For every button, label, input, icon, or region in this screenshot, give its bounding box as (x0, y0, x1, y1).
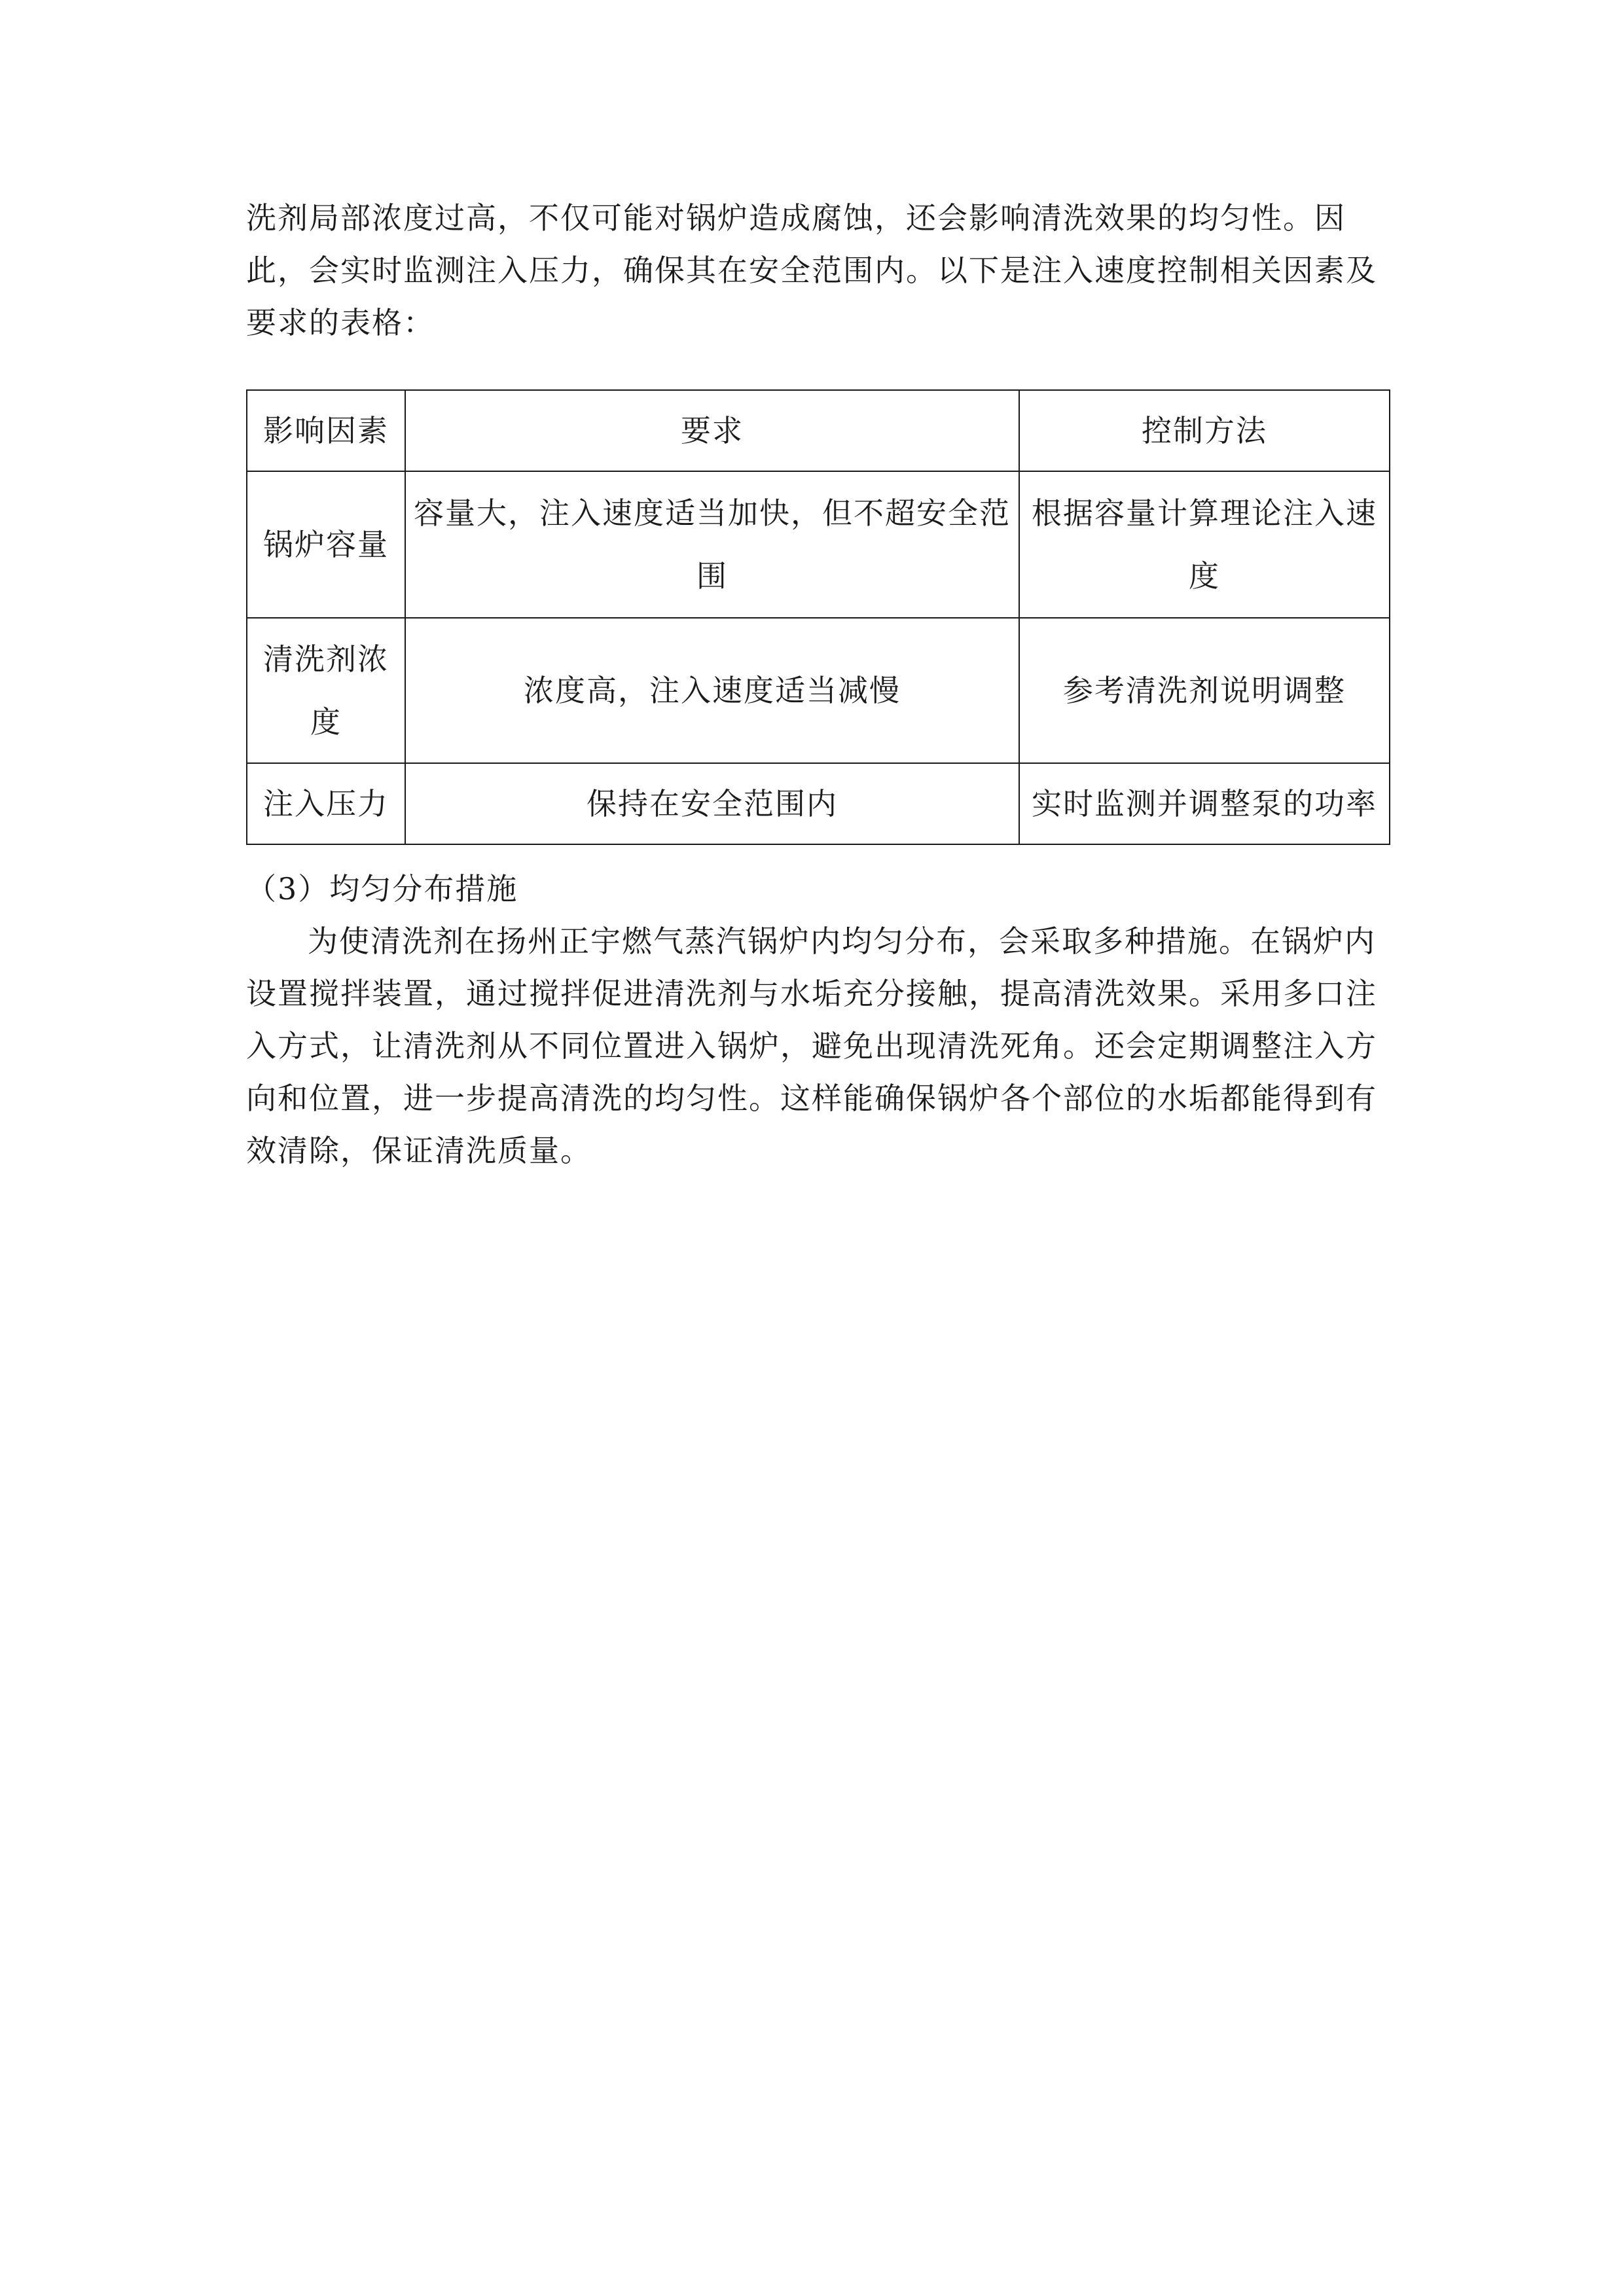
table-cell: 根据容量计算理论注入速度 (1019, 471, 1390, 618)
table-cell: 实时监测并调整泵的功率 (1019, 763, 1390, 844)
table-header-cell: 控制方法 (1019, 390, 1390, 471)
table-cell: 参考清洗剂说明调整 (1019, 618, 1390, 763)
body-paragraph-1: 洗剂局部浓度过高，不仅可能对锅炉造成腐蚀，还会影响清洗效果的均匀性。因此，会实时监测注入压力，确保其在安全范围内。以下是注入速度控制相关因素及要求的表格： (246, 200, 1377, 340)
section-heading: （3）均匀分布措施 (246, 871, 518, 906)
table-cell: 清洗剂浓度 (247, 618, 405, 763)
table-cell: 注入压力 (247, 763, 405, 844)
table-row (247, 763, 1390, 844)
table-header-cell: 影响因素 (247, 390, 405, 471)
table-cell: 容量大，注入速度适当加快，但不超安全范围 (405, 471, 1019, 618)
table-row (247, 471, 1390, 618)
table-cell: 保持在安全范围内 (405, 763, 1019, 844)
table-header-cell: 要求 (405, 390, 1019, 471)
injection-speed-table (246, 389, 1390, 845)
body-paragraph-2: 为使清洗剂在扬州正宇燃气蒸汽锅炉内均匀分布，会采取多种措施。在锅炉内设置搅拌装置，通过搅拌促进清洗剂与水垢充分接触，提高清洗效果。采用多口注入方式，让清洗剂从不同位置进入锅炉，避免出现清洗死角。还会定期调整注入方向和位置，进一步提高清洗的均匀性。这样能确保锅炉各个部位的水垢都能得到有效清除，保证清洗质量。 (246, 924, 1377, 1168)
table-cell: 浓度高，注入速度适当减慢 (405, 618, 1019, 763)
table-cell: 锅炉容量 (247, 471, 405, 618)
table-row (247, 618, 1390, 763)
table-header-row (247, 390, 1390, 471)
